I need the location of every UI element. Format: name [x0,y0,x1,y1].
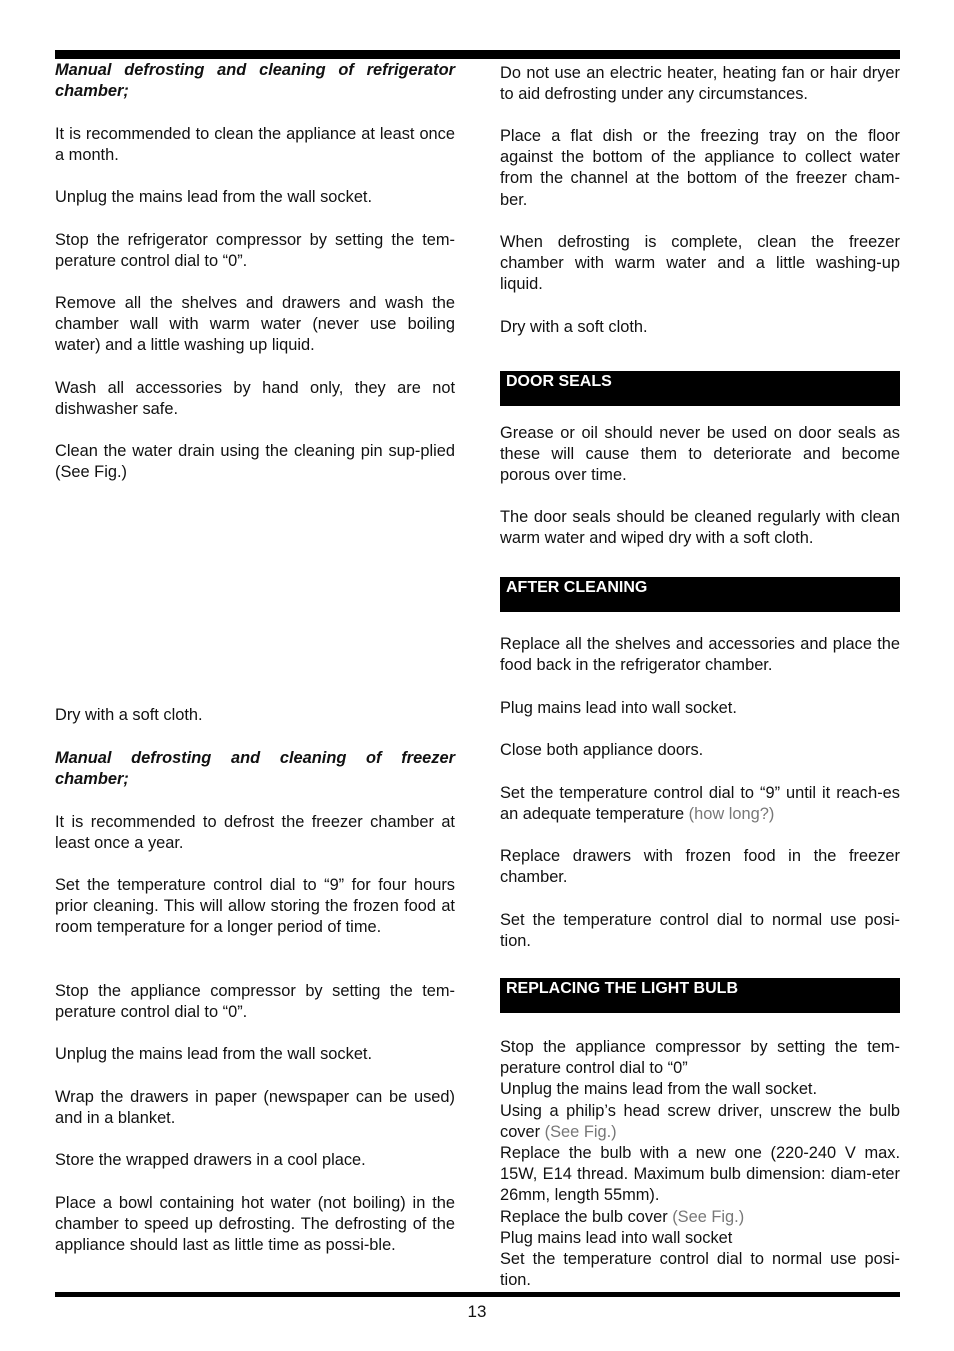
paragraph: Close both appliance doors. [500,741,704,759]
paragraph: Clean the water drain using the cleaning pin sup-plied (See Fig.) [55,442,455,482]
editor-note: (See Fig.) [672,1207,745,1226]
paragraph: Stop the refrigerator compressor by setting the tem-perature control dial to “0”. [55,231,455,271]
paragraph: Dry with a soft cloth. [55,706,203,724]
paragraph: The door seals should be cleaned regularly with clean warm water and wiped dry with a soft cloth. [500,508,900,548]
paragraph: Set the temperature control dial to normal use posi-tion. [500,911,900,951]
bulb-step: Plug mains lead into wall socket [500,1228,733,1247]
paragraph: Stop the appliance compressor by setting the tem-perature control dial to “0”. [55,982,455,1022]
paragraph: Place a flat dish or the freezing tray on the floor against the bottom of the appliance to collect water from the channel at the bottom of the freezer cham-ber. [500,127,900,209]
editor-note: (how long?) [688,805,775,824]
paragraph: It is recommended to defrost the freezer chamber at least once a year. [55,813,455,853]
editor-note: (See Fig.) [544,1122,617,1141]
section-header-replacing-light-bulb: REPLACING THE LIGHT BULB [500,978,900,1013]
top-rule [55,50,900,59]
section-header-door-seals: DOOR SEALS [500,371,900,406]
paragraph: Replace drawers with frozen food in the freezer chamber. [500,847,900,887]
paragraph: It is recommended to clean the appliance at least once a month. [55,125,455,165]
paragraph [500,783,900,825]
paragraph: Set the temperature control dial to “9” for four hours prior cleaning. This will allow storing the frozen food at room temperature for a longer period of time. [55,876,455,937]
paragraph: Unplug the mains lead from the wall socket. [55,1045,373,1063]
bulb-step: Unplug the mains lead from the wall socket. [500,1080,818,1099]
paragraph: Wrap the drawers in paper (newspaper can be used) and in a blanket. [55,1088,455,1128]
paragraph-text: Set the temperature control dial to “9” until it reach-es an adequate temperature [500,784,900,824]
bottom-rule [55,1292,900,1297]
bulb-steps [500,1037,900,1291]
paragraph: Unplug the mains lead from the wall socket. [55,188,373,206]
bulb-step: Set the temperature control dial to normal use posi-tion. [500,1250,900,1290]
paragraph: Remove all the shelves and drawers and wash the chamber wall with warm water (never use boiling water) and a little washing up liquid. [55,294,455,355]
paragraph: Plug mains lead into wall socket. [500,699,737,717]
paragraph: Grease or oil should never be used on door seals as these will cause them to deteriorate and become porous over time. [500,424,900,485]
paragraph: When defrosting is complete, clean the freezer chamber with warm water and a little washing-up liquid. [500,233,900,294]
bulb-step [500,1207,900,1228]
bulb-step: Stop the appliance compressor by setting the tem-perature control dial to “0” [500,1038,900,1078]
paragraph: Place a bowl containing hot water (not boiling) in the chamber to speed up defrosting. The defrosting of the appliance should last as little time as possi-ble. [55,1194,455,1255]
paragraph: Do not use an electric heater, heating fan or hair dryer to aid defrosting under any circumstances. [500,64,900,104]
paragraph: Dry with a soft cloth. [500,318,648,336]
fridge-defrost-heading: Manual defrosting and cleaning of refrigerator chamber; [55,61,455,101]
page-number: 13 [467,1302,487,1321]
section-header-after-cleaning: AFTER CLEANING [500,577,900,612]
bulb-step-text: Using a philip’s head screw driver, unscrew the bulb cover [500,1101,900,1141]
paragraph: Wash all accessories by hand only, they are not dishwasher safe. [55,379,455,419]
paragraph: Replace all the shelves and accessories and place the food back in the refrigerator chamber. [500,635,900,675]
bulb-step [500,1101,900,1143]
freezer-defrost-heading: Manual defrosting and cleaning of freezer chamber; [55,749,455,789]
bulb-step-text: Replace the bulb cover [500,1207,668,1226]
bulb-step: Replace the bulb with a new one (220-240 V max. 15W, E14 thread. Maximum bulb dimension: diam-eter 26mm, length 55mm). [500,1144,900,1205]
paragraph: Store the wrapped drawers in a cool place. [55,1151,366,1169]
